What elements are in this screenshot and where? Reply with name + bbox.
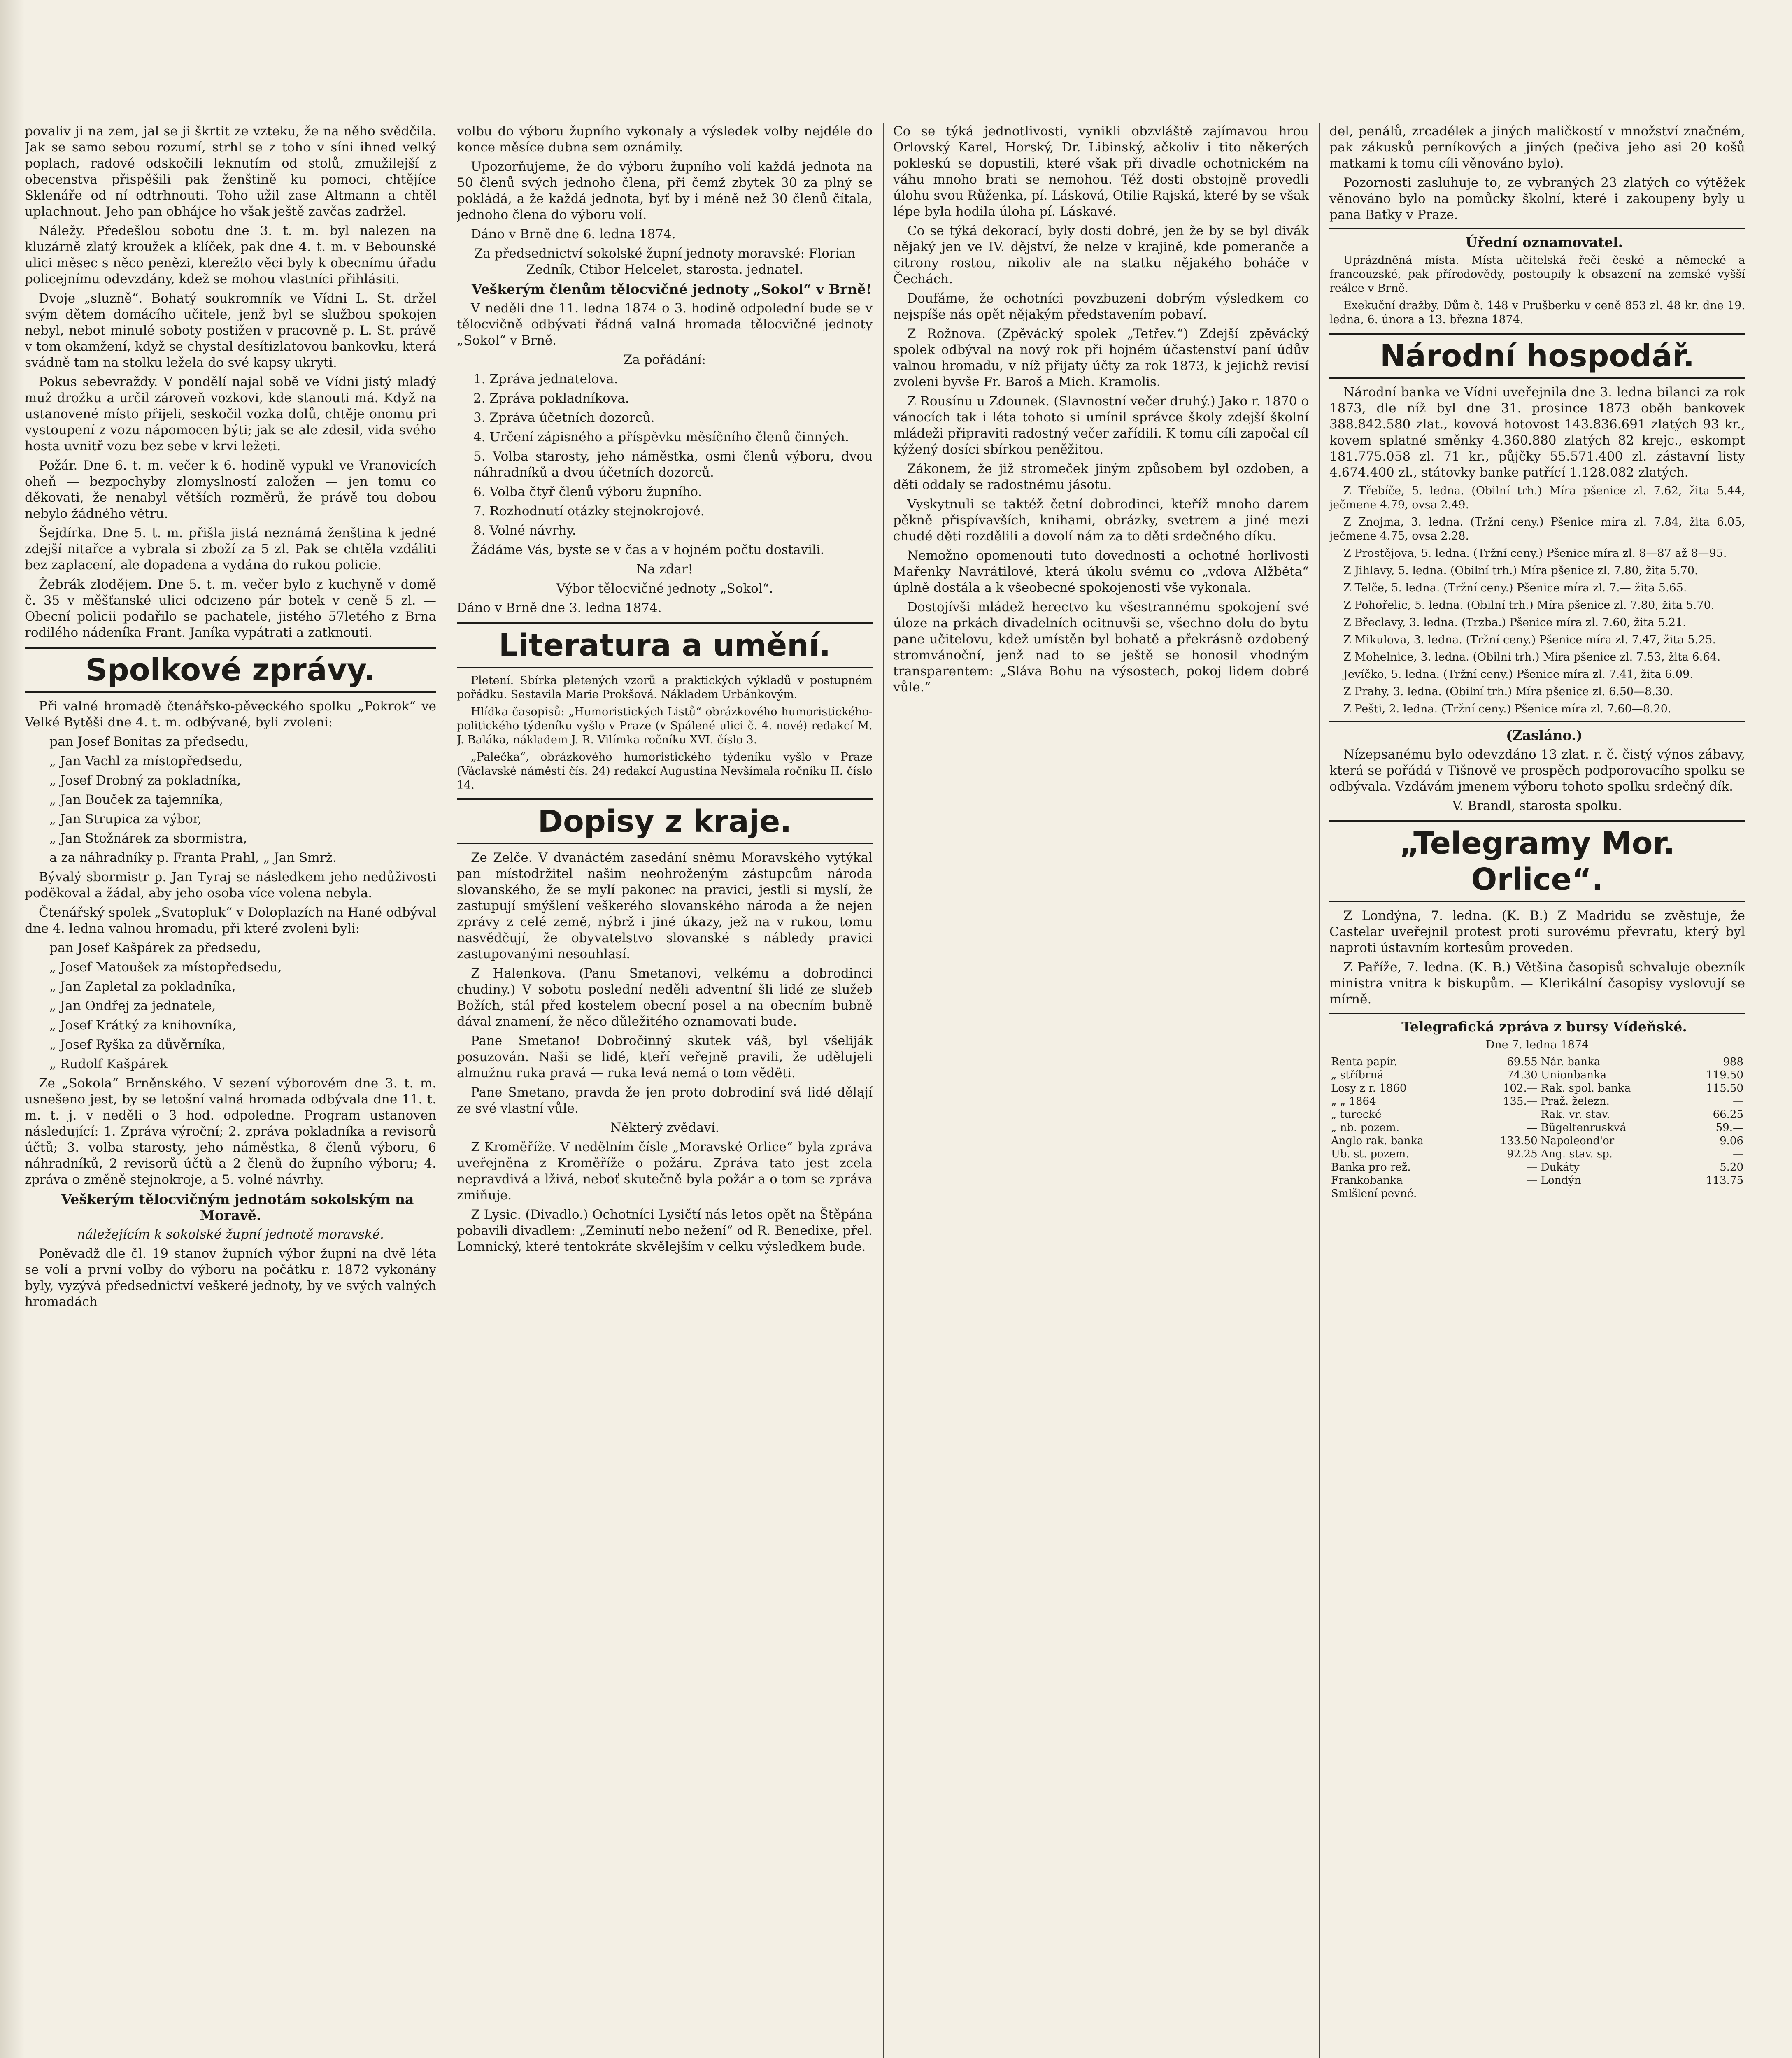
table-cell: 59.— (1715, 1122, 1743, 1134)
list-item: 1. Zpráva jednatelova. (473, 372, 618, 386)
list-item: 8. Volné návrhy. (473, 523, 576, 538)
market-report: Z Znojma, 3. ledna. (Tržní ceny.) Pšenice míra zl. 7.84, žita 6.05, ječmene 4.75, ovsa 2.28. (1329, 516, 1745, 542)
paragraph: Uprázdněná místa. Místa učitelská řeči české a německé a francouzské, pak přírodovědy, postoupily k obsazení na zemské vyšší reálce v Brně. (1329, 254, 1745, 295)
table-cell: 115.50 (1706, 1082, 1743, 1094)
table-cell: Ub. st. pozem. (1331, 1148, 1409, 1160)
table-row (1329, 1108, 1745, 1121)
paragraph: V neděli dne 11. ledna 1874 o 3. hodině odpolední bude se v tělocvičně odbývati řádná valná hromada tělocvičné jednoty „Sokol“ v Brně. (457, 301, 873, 348)
signature: Některý zvědaví. (610, 1120, 719, 1135)
subheading: Úřední oznamovatel. (1465, 234, 1623, 250)
list-item: „ Jan Ondřej za jednatele, (49, 999, 216, 1013)
paragraph: Hlídka časopisů: „Humoristických Listů“ obrázkového humoristického-politického týdeníku vyšlo v Praze (v Spálené ulici č. 4. nové) redakcí M. J. Baláka, nákladem J. R. Vilímka ročníku XVI. číslo 3. (457, 705, 873, 746)
paragraph: Požár. Dne 6. t. m. večer k 6. hodině vypukl ve Vranovicích oheň — bezpochyby zlomyslností založen — jen tomu co děkovati, že nenabyl větších rozměrů, že právě tou dobou nebylo žádného větru. (25, 458, 436, 521)
paragraph: Šejdírka. Dne 5. t. m. přišla jistá neznámá ženština k jedné zdejší nitařce a vybrala si zboží za 5 zl. Pak se chtěla vzdáliti bez zaplacení, ale dopadena a vydána do rukou policie. (25, 526, 436, 573)
paragraph: Vyskytnuli se taktéž četní dobrodinci, kteříž mnoho darem pěkně přispívavších, knihami, obrázky, svetrem a jiné mezi chudé děti rozdělili a dovolí nám za to děti srdečného díku. (893, 497, 1309, 544)
paragraph: volbu do výboru župního vykonaly a výsledek volby nejdéle do konce měsíce dubna sem oznámily. (457, 124, 873, 155)
list-item: „ Josef Krátký za knihovníka, (49, 1018, 237, 1033)
table-cell: Londýn (1541, 1174, 1581, 1187)
section-heading-literatura: Literatura a umění. (457, 622, 873, 668)
table-row (1329, 1134, 1745, 1148)
list-item: 5. Volba starosty, jeho náměstka, osmi členů výboru, dvou náhradníků a dvou účetních dozorců. (473, 449, 873, 480)
paragraph: Nízepsanému bylo odevzdáno 13 zlat. r. č. čistý výnos zábavy, která se pořádá v Tišnově ve prospěch podporovacího spolku se odbývala. Vzdávám jmenem výboru tohoto spolku srdečný dík. (1329, 747, 1745, 794)
paragraph: Co se týká jednotlivosti, vynikli obzvláště zajímavou hrou Orlovský Karel, Horský, Dr. Libinský, ačkoliv i tito někerých pokleskú se dopustili, které však při divadle ochotnickém na váhu mnoho brati se nemohou. Též dosti obstojně provedli úlohu svou Růženka, pí. Lásková, Otilie Rajská, které by se však lépe byla hodila úloha pí. Láskavé. (893, 124, 1309, 219)
table-cell: — (1733, 1148, 1743, 1160)
paragraph: Ze „Sokola“ Brněnského. V sezení výborovém dne 3. t. m. usnešeno jest, by se letošní valná hromada odbývala dne 11. t. m. t. j. v neděli o 3 hod. odpoledne. Program ustanoven následující: 1. Zpráva výroční; 2. zpráva pokladníka a revisorů účtů; 3. volba starosty, jeho náměstka, 8 členů výboru, 6 náhradníků, 2 revisorů účtů a 2 členů do župního výboru; 4. zpráva o změně stejnokroje, a 5. volné návrhy. (25, 1076, 436, 1187)
table-cell: — (1527, 1187, 1538, 1200)
table-cell: 135.— (1503, 1095, 1538, 1108)
paragraph: Pozornosti zasluhuje to, ze vybraných 23 zlatých co výtěžek věnováno bylo na pomůcky školní, které i zakoupeny byly u pana Batky v Praze. (1329, 175, 1745, 222)
table-cell: 119.50 (1706, 1069, 1743, 1081)
paragraph: Doufáme, že ochotníci povzbuzeni dobrým výsledkem co nejspíše nás opět nějakým představením pobaví. (893, 291, 1309, 322)
table-cell: Frankobanka (1331, 1174, 1403, 1187)
subheading: náležejícím k sokolské župní jednotě moravské. (77, 1227, 384, 1242)
signature: Výbor tělocvičné jednoty „Sokol“. (556, 581, 773, 596)
paragraph: Zákonem, že již stromeček jiným způsobem byl ozdoben, a děti oddaly se radostnému jásotu. (893, 461, 1309, 492)
table-cell: Ang. stav. sp. (1541, 1148, 1613, 1160)
paragraph: Upozorňujeme, že do výboru župního volí každá jednota na 50 členů svých jednoho člena, při čemž zbytek 30 za plný se pokládá, a že každá jednota, byť by i méně než 30 členů čítala, jednoho člena do výboru volí. (457, 159, 873, 222)
paragraph: Pokus sebevraždy. V pondělí najal sobě ve Vídni jistý mladý muž drožku a určil zároveň vozkovi, kde stanouti má. Když na ustanovené místo přijeli, seskočil vozka dolů, chtěje onomu pri vystoupení z vozu nápomocen býti; jak se ale zdesil, vida svého hosta uvnitř vozu bez sebe v krvi ležeti. (25, 375, 436, 454)
list-item: 2. Zpráva pokladníkova. (473, 391, 629, 406)
paragraph: Nemožno opomenouti tuto dovednosti a ochotné horlivosti Mařenky Navrátilové, která úkolu svému co „vdova Alžběta“ úplně dostála a k všeobecné spokojenosti vše vykonala. (893, 548, 1309, 595)
market-report: Z Prostějova, 5. ledna. (Tržní ceny.) Pšenice míra zl. 8—87 až 8—95. (1343, 547, 1727, 560)
list-item: „ Jan Bouček za tajemníka, (49, 792, 223, 807)
paragraph: „Palečka“, obrázkového humoristického týdeníku vyšlo v Praze (Václavské náměstí čís. 24) redakcí Augustina Nevšímala ročníku II. číslo 14. (457, 751, 873, 792)
page-edge-shadow (0, 0, 25, 2058)
market-report: Z Prahy, 3. ledna. (Obilní trh.) Míra pšenice zl. 6.50—8.30. (1343, 685, 1673, 698)
table-cell: — (1527, 1161, 1538, 1173)
signature: V. Brandl, starosta spolku. (1452, 799, 1622, 813)
market-report: Z Pešti, 2. ledna. (Tržní ceny.) Pšenice míra zl. 7.60—8.20. (1343, 703, 1671, 715)
table-cell: „ nb. pozem. (1331, 1122, 1399, 1134)
paragraph: Žebrák zlodějem. Dne 5. t. m. večer bylo z kuchyně v domě č. 35 v měšťanské ulici odcizeno pár botek v ceně 5 zl. — Obecní policii podařilo se pachatele, jistého 57letého z Brna rodilého nádeníka Frant. Janíka vypátrati a zatknouti. (25, 577, 436, 640)
table-cell: Banka pro rež. (1331, 1161, 1411, 1173)
paragraph: Dáno v Brně dne 3. ledna 1874. (457, 601, 662, 615)
table-row (1329, 1095, 1745, 1108)
list-item: 3. Zpráva účetních dozorců. (473, 410, 655, 425)
column-4 (1329, 123, 1745, 2058)
table-cell: 66.25 (1713, 1108, 1743, 1121)
market-report: Z Břeclavy, 3. ledna. (Trzba.) Pšenice míra zl. 7.60, žita 5.21. (1343, 616, 1686, 629)
divider (1329, 721, 1745, 722)
table-cell: Smlšlení pevné. (1331, 1187, 1417, 1200)
paragraph: Národní banka ve Vídni uveřejnila dne 3. ledna bilanci za rok 1873, dle níž byl dne 31. prosince 1873 oběh bankovek 388.842.580 zlat., kovová hotovost 143.836.691 zlatých 93 kr., kovem splatné směnky 4.360.880 zlatých 82 krejc., eskompt 181.775.058 zl. 71 kr., půjčky 55.571.400 zl. zástavní listy 4.674.400 zl., státovky banke patřící 1.128.082 zlatých. (1329, 385, 1745, 480)
column-divider (1319, 123, 1320, 2058)
subheading: Veškerým tělocvičným jednotám sokolským na Moravě. (61, 1191, 414, 1223)
table-cell: Renta papír. (1331, 1056, 1397, 1068)
table-row (1329, 1082, 1745, 1095)
divider (1329, 228, 1745, 229)
paragraph: del, penálů, zrcadélek a jiných maličkostí v množství značném, pak zákusků perníkových a jiných (pečiva jeho asi 20 košů matkami k tomu cíli věnováno bylo). (1329, 124, 1745, 171)
paragraph: Poněvadž dle čl. 19 stanov župních výbor župní na dvě léta se volí a první volby do výboru na počátku r. 1872 vykonány byly, vyzývá předsednictví veškeré jednoty, by ve svých valných hromadách (25, 1246, 436, 1309)
paragraph: Bývalý sbormistr p. Jan Tyraj se následkem jeho nedůživosti poděkoval a žádal, aby jeho osoba více volena nebyla. (25, 870, 436, 901)
subheading: Veškerým členům tělocvičné jednoty „Sokol“ v Brně! (471, 281, 872, 297)
table-cell: Losy z r. 1860 (1331, 1082, 1407, 1094)
table-cell: Dukáty (1541, 1161, 1580, 1173)
paragraph: Z Rožnova. (Zpěvácký spolek „Tetřev.“) Zdejší zpěvácký spolek odbýval na nový rok při hojném účastenství paní údův valnou hromadu, v níž přijaty účty za rok 1873, k jejichž revisí zvoleni byvše Fr. Baroš a Mich. Kramolis. (893, 326, 1309, 389)
section-heading-spolkove: Spolkové zprávy. (25, 647, 436, 693)
paragraph: Čtenářský spolek „Svatopluk“ v Doloplazích na Hané odbýval dne 4. ledna valnou hromadu, při které zvoleni byli: (25, 905, 436, 936)
table-cell: — (1527, 1122, 1538, 1134)
column-3 (893, 123, 1309, 2058)
market-report: Z Pohořelic, 5. ledna. (Obilní trh.) Míra pšenice zl. 7.80, žita 5.70. (1343, 599, 1715, 612)
market-report: Jevíčko, 5. ledna. (Tržní ceny.) Pšenice míra zl. 7.41, žita 6.09. (1343, 668, 1693, 681)
section-heading-dopisy: Dopisy z kraje. (457, 798, 873, 844)
table-cell: „ stříbrná (1331, 1069, 1384, 1081)
paragraph: Dvoje „sluzně“. Bohatý soukromník ve Vídni L. St. držel svým dětem domácího učitele, jenž byl se službou spokojen nebyl, nebot minulé soboty postižen v pracovně p. L. St. právě v tom okamžení, když se chystal desítizlatovou bankovku, která svádně tam na stolku ležela do své kapsy ukryti. (25, 291, 436, 370)
table-cell: „ turecké (1331, 1108, 1382, 1121)
exchange-table (1329, 1055, 1745, 1200)
market-report: Z Mikulova, 3. ledna. (Tržní ceny.) Pšenice míra zl. 7.47, žita 5.25. (1343, 633, 1716, 646)
paragraph: Z Lysic. (Divadlo.) Ochotníci Lysičtí nás letos opět na Štěpána pobavili divadlem: „Zeminutí nebo nežení“ od R. Benedixe, přel. Lomnický, které tentokráte skvělejším v celku výsledkem bude. (457, 1207, 873, 1254)
table-cell: 69.55 (1507, 1056, 1538, 1068)
paragraph: Dostojívši mládež herectvo ku všestrannému spokojení své úloze na prkách divadelních ocitnuvši se, všechno dolu do bytu pane učitelovu, kdež umístěn byl bohatě a překrásně ozdobený stromvánoční, jenž nad to se ještě se honosil vhodným transparentem: „Sláva Bohu na výsostech, pokoj lidem dobré vůle.“ (893, 600, 1309, 695)
paragraph: Z Londýna, 7. ledna. (K. B.) Z Madridu se zvěstuje, že Castelar uveřejnil protest proti surovému převratu, který byl naproti ústavním kortesům proveden. (1329, 908, 1745, 955)
paragraph: Náležy. Předešlou sobotu dne 3. t. m. byl nalezen na kluzárně zlatý kroužek a klíček, pak dne 4. t. m. v Bebounské ulici měsec s něco penězi, kterežto věci byly k obecnímu úřadu policejnímu odevzdány, kdež se mohou vlastníci přihlásiti. (25, 223, 436, 286)
divider (1329, 1013, 1745, 1014)
paragraph: Z Halenkova. (Panu Smetanovi, velkému a dobrodinci chudiny.) V sobotu poslední neděli adventní šli lidé ze služeb Božích, stál před kostelem obecní posel a na obecním bubně dával znamení, že něco důležitého oznamovati bude. (457, 966, 873, 1029)
table-cell (1539, 1187, 1683, 1200)
list-item: „ Josef Matoušek za místopředsedu, (49, 960, 282, 975)
list-item: „ Josef Drobný za pokladníka, (49, 773, 241, 788)
list-item: pan Josef Kašpárek za předsedu, (49, 941, 261, 955)
paragraph: Z Rousínu u Zdounek. (Slavnostní večer druhý.) Jako r. 1870 o vánocích tak i léta tohoto si umínil správce školy zdejší školní mládeži připraviti radostný večer zařídili. K tomu cíli započal cíl kýžený dosíci sbírkou peněžitou. (893, 394, 1309, 457)
table-cell: 5.20 (1720, 1161, 1743, 1173)
table-cell: Unionbanka (1541, 1069, 1607, 1081)
table-cell: Bügeltenruskvá (1541, 1122, 1626, 1134)
table-cell: 102.— (1503, 1082, 1538, 1094)
table-row (1329, 1121, 1745, 1134)
list-item: 6. Volba čtyř členů výboru župního. (473, 484, 702, 499)
subheading: Za pořádání: (623, 352, 706, 367)
newspaper-page (25, 123, 1745, 2058)
table-cell: 92.25 (1507, 1148, 1538, 1160)
paragraph: Při valné hromadě čtenářsko-pěveckého spolku „Pokrok“ ve Velké Bytěši dne 4. t. m. odbývané, byli zvoleni: (25, 699, 436, 730)
section-heading-narodni: Národní hospodář. (1329, 333, 1745, 379)
list-item: „ Jan Strupica za výbor, (49, 812, 202, 826)
list-item: „ Rudolf Kašpárek (49, 1057, 168, 1071)
table-cell: Nár. banka (1541, 1056, 1601, 1068)
list-item: „ Jan Stožnárek za sbormistra, (49, 831, 247, 846)
table-cell: — (1527, 1174, 1538, 1187)
signature: Za předsednictví sokolské župní jednoty moravské: Florian Zedník, Ctibor Helcelet, starosta. jednatel. (474, 246, 856, 277)
market-report: Z Třebíče, 5. ledna. (Obilní trh.) Míra pšenice zl. 7.62, žita 5.44, ječmene 4.79, ovsa 2.49. (1329, 484, 1745, 511)
table-cell: 113.75 (1706, 1174, 1743, 1187)
table-cell: 988 (1723, 1056, 1743, 1068)
table-cell (1683, 1187, 1745, 1200)
column-divider (883, 123, 884, 2058)
table-row (1329, 1174, 1745, 1187)
list-item: a za náhradníky p. Franta Prahl, „ Jan Smrž. (49, 850, 337, 865)
paragraph: Pane Smetano, pravda že jen proto dobrodiní svá lidé dělají ze své vlastní vůle. (457, 1085, 873, 1116)
table-cell: Rak. spol. banka (1541, 1082, 1631, 1094)
column-2 (457, 123, 873, 2058)
paragraph: Pletení. Sbírka pletených vzorů a praktických výkladů v postupném pořádku. Sestavila Marie Prokšová. Nákladem Urbánkovým. (457, 674, 873, 701)
list-item: 7. Rozhodnutí otázky stejnokrojové. (473, 504, 705, 519)
paragraph: Exekuční dražby. Dům č. 148 v Prušberku v ceně 853 zl. 48 kr. dne 19. ledna, 6. února a 13. března 1874. (1329, 299, 1745, 326)
table-row (1329, 1055, 1745, 1069)
paragraph: Žádáme Vás, byste se v čas a v hojném počtu dostavili. (471, 542, 824, 557)
table-row (1329, 1187, 1745, 1200)
market-report: Z Jihlavy, 5. ledna. (Obilní trh.) Míra pšenice zl. 7.80, žita 5.70. (1343, 564, 1698, 577)
paragraph: Ze Zelče. V dvanáctém zasedání sněmu Moravského vytýkal pan místodržitel našim neohroženým zástupcům národa slovanského, že se mylí pakonec na pravici, jestli si myslí, že zastupují smýšlení veškerého slovanského národa a že nejen zprávy z celé země, nýbrž i jiné úkazy, jež na v rukou, tomu nasvědčují, že obyvatelstvo slovanské s nábledy pravici zastupovanými nesouhlasí. (457, 850, 873, 961)
list-item: „ Josef Ryška za důvěrníka, (49, 1037, 226, 1052)
table-cell: 133.50 (1500, 1135, 1538, 1147)
table-row (1329, 1069, 1745, 1082)
list-item: „ Jan Vachl za místopředsedu, (49, 754, 243, 768)
section-heading-telegramy: „Telegramy Mor. Orlice“. (1329, 820, 1745, 902)
table-cell: 9.06 (1720, 1135, 1743, 1147)
table-cell: Rak. vr. stav. (1541, 1108, 1610, 1121)
paragraph: Z Kroměříže. V nedělním čísle „Moravské Orlice“ byla zpráva uveřejněna z Kroměříže o požáru. Zpráva tato jest zcela nepravdivá a lživá, neboť skutečně byla požár a o tom se zpráva zmiňuje. (457, 1140, 873, 1203)
paragraph: povaliv ji na zem, jal se ji škrtit ze vzteku, že na něho svědčila. Jak se samo sebou rozumí, strhl se z toho v síni ihned velký poplach, radové odskočili leknutím od stolů, zmužilejší z obecenstva přispěšili pak ženštině ku pomoci, chtějíce Sklenáře od ní odtrhnouti. Toho užil zase Altmann a chtěl uplachnout. Jeho pan obhájce ho však ještě zavčas zadržel. (25, 124, 436, 219)
table-row (1329, 1161, 1745, 1174)
date-line: Dne 7. ledna 1874 (1485, 1038, 1589, 1051)
table-row (1329, 1148, 1745, 1161)
list-item: pan Josef Bonitas za předsedu, (49, 734, 249, 749)
market-report: Z Telče, 5. ledna. (Tržní ceny.) Pšenice míra zl. 7.— žita 5.65. (1343, 582, 1687, 594)
signature: Na zdar! (636, 562, 693, 577)
table-cell: — (1733, 1095, 1743, 1108)
subheading: Telegrafická zpráva z bursy Vídeňské. (1401, 1019, 1687, 1035)
paragraph: Z Paříže, 7. ledna. (K. B.) Většina časopisů schvaluje obezník ministra vnitra k biskupům. — Klerikální časopisy vyslovují se mírně. (1329, 960, 1745, 1007)
table-cell: — (1527, 1108, 1538, 1121)
list-item: „ Jan Zapletal za pokladníka, (49, 979, 236, 994)
table-cell: Praž. železn. (1541, 1095, 1610, 1108)
paragraph: Pane Smetano! Dobročinný skutek váš, byl všeliják posuzován. Naši se lidé, kteří veřejně pravili, že udělujeli almužnu ruka pravá — ruka levá nemá o tom věděti. (457, 1034, 873, 1080)
table-cell: Napoleond'or (1541, 1135, 1615, 1147)
subheading: (Zasláno.) (1506, 727, 1583, 743)
paragraph: Dáno v Brně dne 6. ledna 1874. (471, 227, 676, 242)
market-report: Z Mohelnice, 3. ledna. (Obilní trh.) Míra pšenice zl. 7.53, žita 6.64. (1343, 651, 1721, 663)
list-item: 4. Určení zápisného a příspěvku měsíčního členů činných. (473, 430, 849, 445)
table-cell: Anglo rak. banka (1331, 1135, 1424, 1147)
column-1 (25, 123, 436, 2058)
paragraph: Co se týká dekorací, byly dosti dobré, jen že by se byl divák nějaký jen ve IV. dějství, že nelze v krajině, kde pomeranče a citrony rostou, nikoliv ale na statku nějakého boháče v Čechách. (893, 223, 1309, 286)
table-cell: „ „ 1864 (1331, 1095, 1376, 1108)
table-cell: 74.30 (1507, 1069, 1538, 1081)
